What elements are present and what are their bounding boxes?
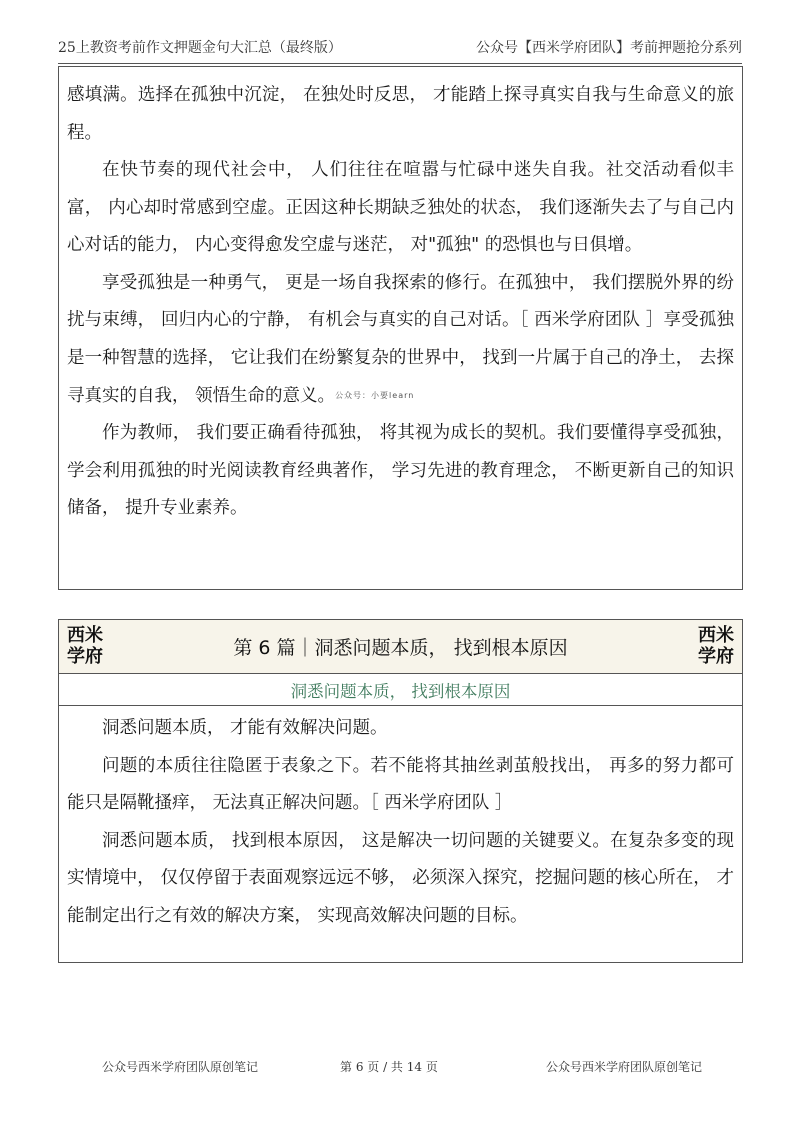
watermark-text: 公众号：小要learn	[335, 391, 415, 400]
essay-title: 第 6 篇｜洞悉问题本质， 找到根本原因	[233, 637, 568, 659]
page-header	[58, 30, 742, 64]
paragraph	[67, 265, 734, 416]
essay-title-bar	[59, 620, 742, 674]
header-left-title: 25上教资考前作文押题金句大汇总（最终版）	[58, 39, 342, 56]
header-right-title: 公众号【西米学府团队】考前押题抢分系列	[476, 39, 742, 56]
paragraph: 感填满。选择在孤独中沉淀， 在独处时反思， 才能踏上探寻真实自我与生命意义的旅程。	[67, 85, 734, 143]
paragraph-text: 享受孤独是一种勇气， 更是一场自我探索的修行。在孤独中， 我们摆脱外界的纷扰与束缚， 回归内心的宁静， 有机会与真实的自己对话。［ 西米学府团队 ］享受孤独是一种智慧的选择， 它让我们在纷繁复杂的世界中， 找到一片属于自己的净土， 去探寻真实的自我， 领悟生命的意义。	[67, 272, 734, 406]
ximi-logo-left: 西米 学府	[67, 625, 103, 667]
page-footer	[0, 1058, 800, 1078]
paragraph: 洞悉问题本质， 找到根本原因， 这是解决一切问题的关键要义。在复杂多变的现实情境中， 仅仅停留于表面观察远远不够， 必须深入探究，挖掘问题的核心所在， 才能制定出行之有效的解决方案， 实现高效解决问题的目标。	[67, 830, 734, 926]
essay-subtitle: 洞悉问题本质， 找到根本原因	[59, 674, 742, 706]
essay-section-6	[58, 619, 743, 963]
footer-left: 公众号西米学府团队原创笔记	[102, 1060, 259, 1074]
paragraph: 作为教师， 我们要正确看待孤独， 将其视为成长的契机。我们要懂得享受孤独， 学会利用孤独的时光阅读教育经典著作， 学习先进的教育理念， 不断更新自己的知识储备， 提升专业素养。	[67, 423, 734, 519]
paragraph: 在快节奏的现代社会中， 人们往往在喧嚣与忙碌中迷失自我。社交活动看似丰富， 内心却时常感到空虚。正因这种长期缺乏独处的状态， 我们逐渐失去了与自己内心对话的能力， 内心变得愈发空虚与迷茫， 对"孤独" 的恐惧也与日俱增。	[67, 160, 734, 255]
ximi-logo-right: 西米 学府	[698, 625, 734, 667]
essay-section-5-continued	[58, 66, 743, 590]
essay-body	[59, 706, 742, 935]
paragraph: 洞悉问题本质， 才能有效解决问题。	[102, 718, 388, 738]
footer-right: 公众号西米学府团队原创笔记	[546, 1060, 703, 1074]
paragraph: 问题的本质往往隐匿于表象之下。若不能将其抽丝剥茧般找出， 再多的努力都可能只是隔靴搔痒， 无法真正解决问题。［ 西米学府团队 ］	[67, 755, 734, 813]
page-number: 第 6 页 / 共 14 页	[340, 1060, 438, 1074]
